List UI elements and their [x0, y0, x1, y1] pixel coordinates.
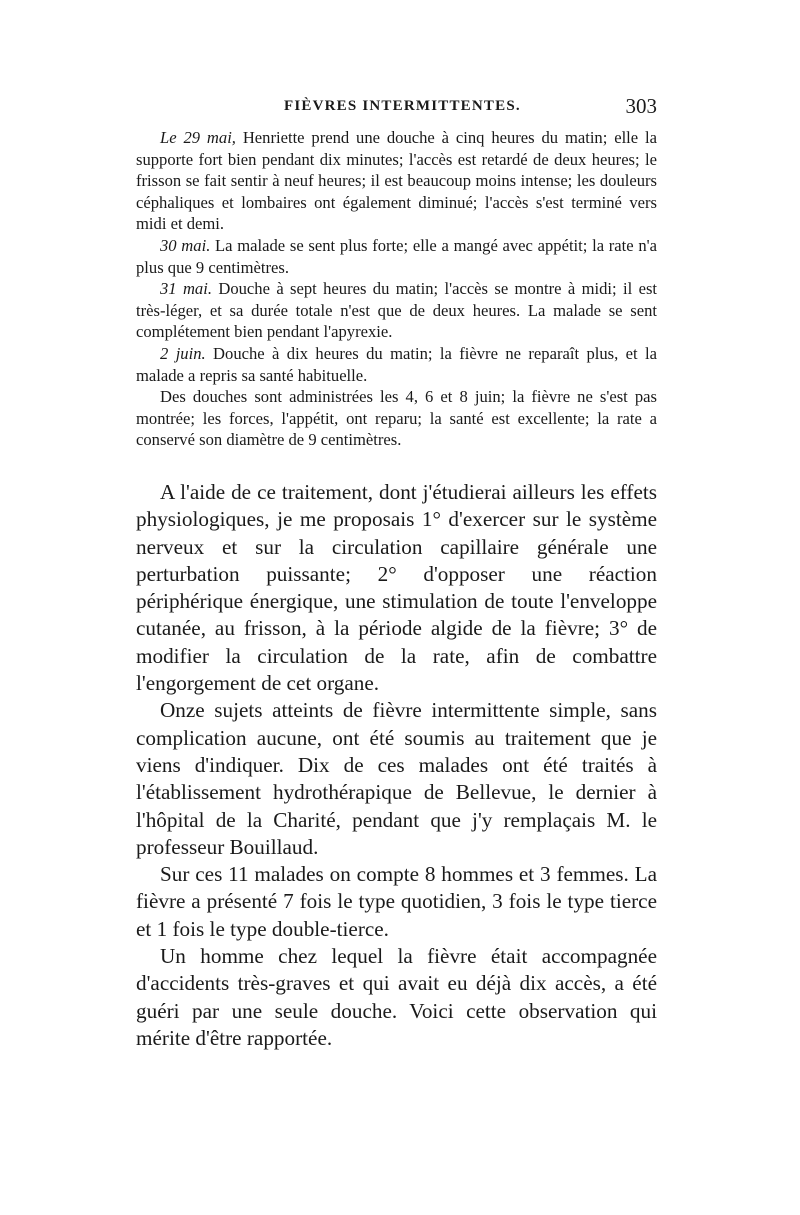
- page-number: 303: [625, 94, 657, 118]
- note-text: La malade se sent plus forte; elle a mangé avec appétit; la rate n'a plus que 9 centimètres.: [136, 235, 657, 277]
- paragraph-statistiques: Sur ces 11 malades on compte 8 hommes et 3 femmes. La fièvre a présenté 7 fois le type quotidien, 3 fois le type tierce et 1 fois le type double-tierce.: [136, 862, 657, 941]
- case-note-30-mai: [136, 235, 657, 278]
- case-note-2-juin: [136, 343, 657, 386]
- case-note-douches: [136, 386, 657, 451]
- note-date: Le 29 mai,: [160, 128, 236, 147]
- note-text: Des douches sont administrées les 4, 6 et 8 juin; la fièvre ne s'est pas montrée; les forces, l'appétit, ont reparu; la santé est excellente; la rate a conservé son diamètre de 9 centimètres.: [136, 387, 657, 450]
- note-date: 2 juin.: [160, 343, 206, 363]
- case-note-29-mai: [136, 127, 657, 235]
- case-note-31-mai: [136, 278, 657, 343]
- note-text: Henriette prend une douche à cinq heures du matin; elle la supporte fort bien pendant dix minutes; l'accès est retardé de deux heures; le frisson se fait sentir à neuf heures; il est beaucoup moins intense; les douleurs céphaliques et lombaires ont également diminué; l'accès s'est terminé vers midi et demi.: [136, 128, 657, 234]
- main-text: [136, 479, 657, 1052]
- running-head: [136, 92, 657, 122]
- note-text: Douche à dix heures du matin; la fièvre ne reparaît plus, et la malade a repris sa santé habituelle.: [136, 343, 657, 385]
- note-date: 31 mai.: [160, 279, 212, 299]
- paragraph-observation: Un homme chez lequel la fièvre était accompagnée d'accidents très-graves et qui avait eu déjà dix accès, a été guéri par une seule douche. Voici cette observation qui mérite d'être rapportée.: [136, 944, 657, 1050]
- running-title: FIÈVRES INTERMITTENTES.: [284, 98, 521, 114]
- note-date: 30 mai.: [160, 235, 211, 255]
- paragraph-traitement: A l'aide de ce traitement, dont j'étudierai ailleurs les effets physiologiques, je me proposais 1° d'exercer sur le système nerveux et sur la circulation capillaire générale une perturbation puissante; 2° d'opposer une réaction périphérique énergique, une stimulation de toute l'enveloppe cutanée, au frisson, à la période algide de la fièvre; 3° de modifier la circulation de la rate, afin de combattre l'engorgement de cet organe.: [136, 480, 657, 696]
- note-text: Douche à sept heures du matin; l'accès se montre à midi; il est très-léger, et sa durée totale n'est que de deux heures. La malade se sent complétement bien pendant l'apyrexie.: [136, 279, 658, 342]
- paragraph-onze-sujets: Onze sujets atteints de fièvre intermittente simple, sans complication aucune, ont été soumis au traitement que je viens d'indiquer. Dix de ces malades ont été traités à l'établissement hydrothérapique de Bellevue, le dernier à l'hôpital de la Charité, pendant que j'y remplaçais M. le professeur Bouillaud.: [136, 698, 657, 859]
- case-notes: [136, 127, 657, 451]
